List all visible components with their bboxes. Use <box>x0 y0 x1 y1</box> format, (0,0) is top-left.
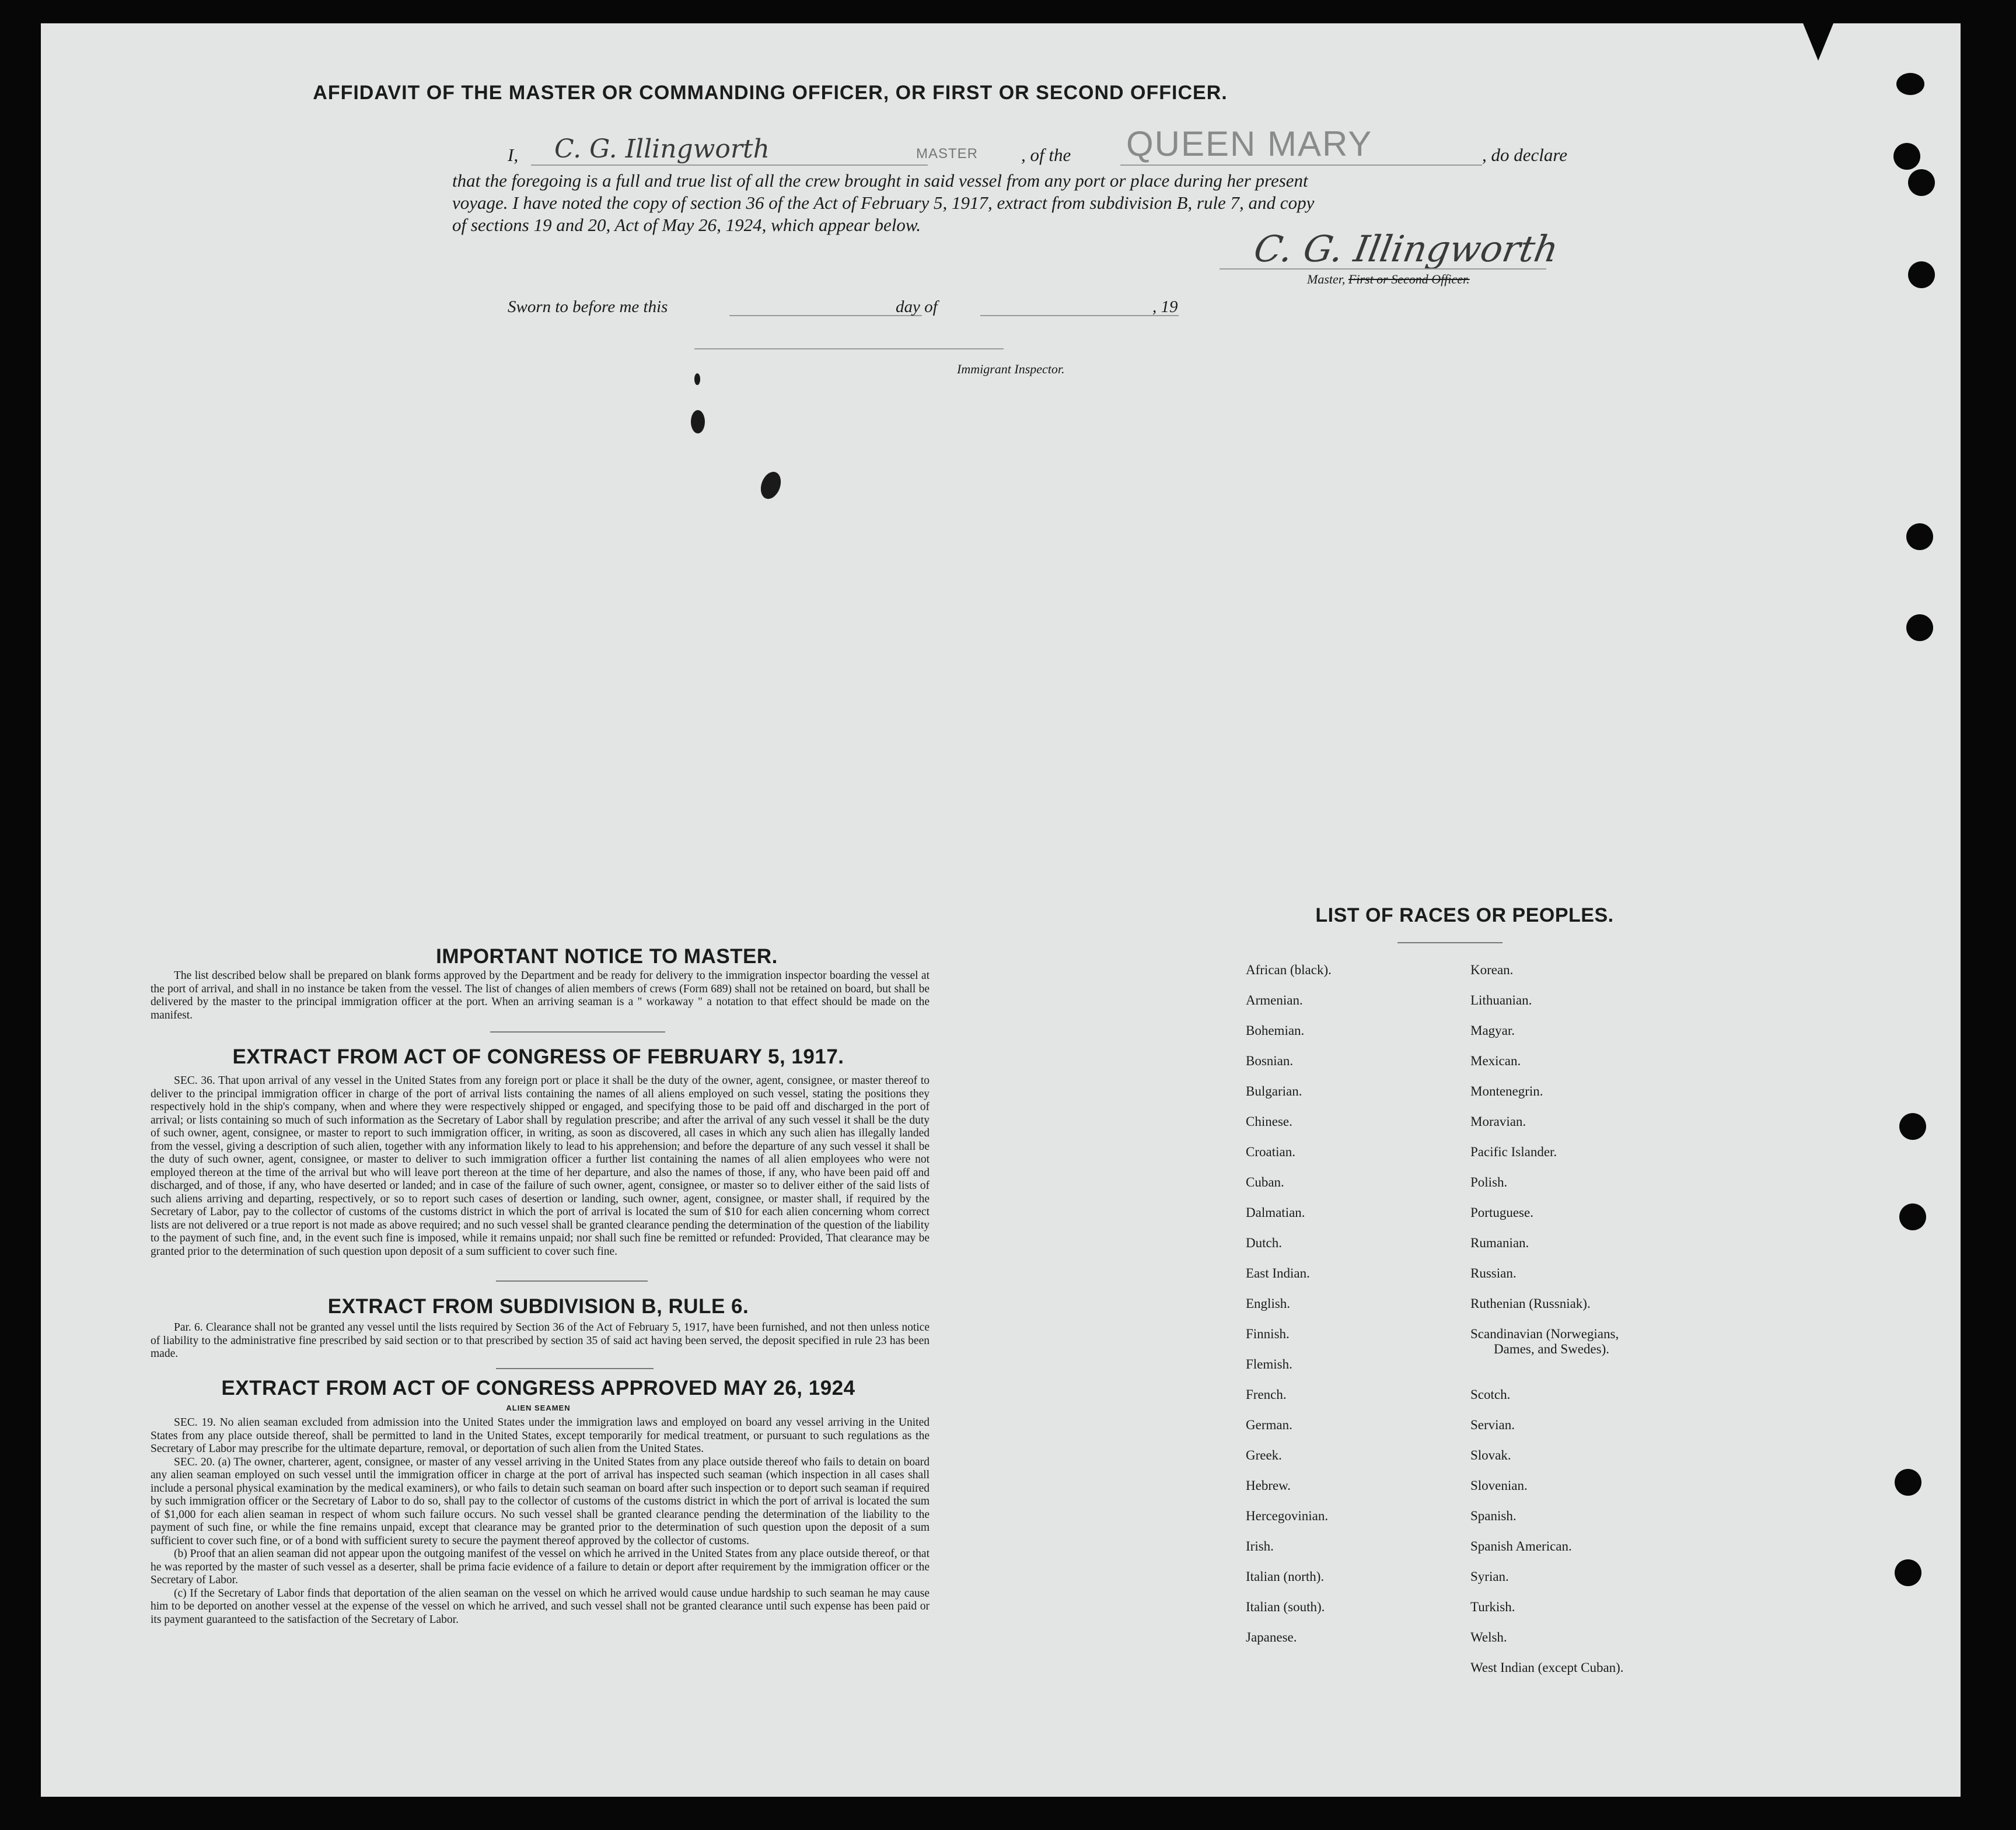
race-item: African (black). <box>1246 963 1332 977</box>
race-item: Irish. <box>1246 1539 1274 1553</box>
master-signature: C. G. Illingworth <box>1250 228 1562 270</box>
ink-blot <box>694 373 700 385</box>
notice-title: IMPORTANT NOTICE TO MASTER. <box>436 945 778 968</box>
race-item: Polish. <box>1470 1175 1508 1189</box>
race-item: Russian. <box>1470 1266 1517 1280</box>
race-item: Moravian. <box>1470 1114 1526 1129</box>
vessel-underline <box>1120 165 1482 166</box>
race-item: Korean. <box>1470 963 1514 977</box>
affidavit-line-2: that the foregoing is a full and true list of all the crew brought in said vessel from any port or place during her present <box>452 170 1308 191</box>
race-item: Hercegovinian. <box>1246 1509 1329 1523</box>
race-item: Flemish. <box>1246 1357 1292 1371</box>
race-item: Spanish American. <box>1470 1539 1572 1553</box>
race-item: West Indian (except Cuban). <box>1470 1660 1624 1675</box>
race-item: Italian (north). <box>1246 1569 1325 1584</box>
sworn-day-underline <box>729 315 922 316</box>
race-item: Lithuanian. <box>1470 993 1532 1007</box>
binder-hole <box>1906 614 1933 641</box>
race-item: Mexican. <box>1470 1054 1521 1068</box>
race-item: Dames, and Swedes). <box>1494 1342 1610 1356</box>
race-item: Welsh. <box>1470 1630 1507 1644</box>
subdivision-b-title: EXTRACT FROM SUBDIVISION B, RULE 6. <box>327 1295 749 1318</box>
affidavit-i: I, <box>508 145 519 165</box>
race-item: Hebrew. <box>1246 1478 1291 1493</box>
race-item: East Indian. <box>1246 1266 1310 1280</box>
race-item: Portuguese. <box>1470 1205 1533 1220</box>
signature-underline <box>1220 268 1546 270</box>
race-item: French. <box>1246 1387 1287 1402</box>
race-item: Syrian. <box>1470 1569 1509 1584</box>
sworn-prefix: Sworn to before me this <box>508 298 668 316</box>
race-item: English. <box>1246 1296 1291 1311</box>
binder-hole <box>1899 1203 1926 1230</box>
name-underline <box>531 165 928 166</box>
race-item: Cuban. <box>1246 1175 1284 1189</box>
race-item: Magyar. <box>1470 1023 1515 1038</box>
inspector-caption: Immigrant Inspector. <box>957 362 1065 376</box>
race-item: Dutch. <box>1246 1236 1282 1250</box>
binder-hole <box>1895 1469 1921 1496</box>
binder-hole <box>1908 261 1935 288</box>
race-item: Turkish. <box>1470 1600 1515 1614</box>
race-item: Finnish. <box>1246 1327 1290 1341</box>
race-item: Armenian. <box>1246 993 1303 1007</box>
race-item: Bulgarian. <box>1246 1084 1302 1098</box>
binder-hole <box>1908 169 1935 196</box>
signature-caption <box>1307 272 1470 287</box>
divider <box>490 1031 665 1033</box>
race-item: German. <box>1246 1418 1292 1432</box>
binder-hole <box>1895 1559 1921 1586</box>
race-item: Servian. <box>1470 1418 1515 1432</box>
ink-blot <box>757 469 784 502</box>
extract-1917-title: EXTRACT FROM ACT OF CONGRESS OF FEBRUARY 5, 1917. <box>232 1045 844 1068</box>
sworn-year: , 19 <box>1152 298 1178 316</box>
binder-hole <box>1906 523 1933 550</box>
race-item: Spanish. <box>1470 1509 1517 1523</box>
affidavit-line-4: of sections 19 and 20, Act of May 26, 1924, which appear below. <box>452 215 921 235</box>
races-title: LIST OF RACES OR PEOPLES. <box>1315 904 1614 926</box>
race-item: Chinese. <box>1246 1114 1292 1129</box>
race-item: Scandinavian (Norwegians, <box>1470 1327 1619 1341</box>
race-item: Rumanian. <box>1470 1236 1529 1250</box>
sworn-day-of: day of <box>896 298 938 316</box>
race-item: Bohemian. <box>1246 1023 1305 1038</box>
race-item: Italian (south). <box>1246 1600 1325 1614</box>
race-item: Scotch. <box>1470 1387 1511 1402</box>
affidavit-title: AFFIDAVIT OF THE MASTER OR COMMANDING OFFICER, OR FIRST OR SECOND OFFICER. <box>313 82 1228 104</box>
binder-hole <box>1896 73 1924 95</box>
subdivision-b-text: Par. 6. Clearance shall not be granted any vessel until the lists required by Section 36 of the Act of February 5, 1917, have been furnished, and not then unless notice of liability to the administrative fine prescribed by said section or to that prescribed by section 35 of said act having been served, the deposit specified in rule 23 has been made. <box>151 1321 930 1360</box>
race-item: Slovenian. <box>1470 1478 1528 1493</box>
race-item: Bosnian. <box>1246 1054 1294 1068</box>
extract-1924-body <box>151 1416 930 1626</box>
race-item: Slovak. <box>1470 1448 1511 1462</box>
notice-text: The list described below shall be prepared on blank forms approved by the Department and be ready for delivery to the immigration inspector boarding the vessel at the port of arrival, and shall in no instance be taken from the vessel. The list of changes of alien members of crews (Form 689) shall not be retained on board, but shall be delivered by the master to the principal immigration officer at the port. When an arriving seaman is a " workaway " a notation to that effect should be made on the manifest. <box>151 970 930 1021</box>
extract-1917-text: SEC. 36. That upon arrival of any vessel in the United States from any foreign port or place it shall be the duty of the owner, agent, consignee, or master thereof to deliver to the principal immigration officer in charge of the port of arrival lists containing the names of all aliens employed on such vessel, stating the positions they respectively hold in the ship's company, when and where they were respectively shipped or engaged, and specifying those to be paid off and discharged in the port of arrival; or lists containing so much of such information as the Secretary of Labor shall by regulation prescribe; and after the arrival of any such vessel it shall be the duty of such owner, agent, consignee, or master to report to such immigration officer, in writing, as soon as discovered, all cases in which any such alien has illegally landed from the vessel, giving a description of such alien, together with any information likely to lead to his apprehension; and before the departure of any such vessel it shall be the duty of such owner, agent, consignee, or master to deliver to such immigration officer a further list containing the names of all alien employees who were not employed thereon at the time of the arrival but who will leave port thereon at the time of her departure, and also the names of those, if any, who have been paid off and discharged, and of those, if any, who have deserted or landed; and in case of the failure of such owner, agent, consignee, or master so to deliver either of the said lists of such aliens arriving and departing, respectively, or so to report such cases of desertion or landing, such owner, agent, consignee, or master shall, if required by the Secretary of Labor, pay to the collector of customs of the customs district in which the port of arrival is located the sum of $10 for each alien concerning whom correct lists are not delivered or a true report is not made as above required; and no such vessel shall be granted clearance pending the determination of the question of the liability to the payment of such fine, and, in the event such fine is imposed, while it remains unpaid; nor shall such fine be remitted or refunded: Provided, That clearance may be granted prior to the determination of such question upon deposit of a sum sufficient to cover such fine. <box>151 1075 930 1258</box>
sec-20b-text: (b) Proof that an alien seaman did not appear upon the outgoing manifest of the vessel on which he arrived in the United States from any place outside thereof, or that he was reported by the master of such vessel as a deserter, shall be prima facie evidence of a failure to detain or deport after requirement by the immigration officer or the Secretary of Labor. <box>151 1548 930 1586</box>
divider <box>496 1280 648 1282</box>
sec-20c-text: (c) If the Secretary of Labor finds that deportation of the alien seaman on the vessel on which he arrived would cause undue hardship to such seaman he may cause him to be deported on another vessel at the expense of the vessel on which he arrived, and such vessel shall not be granted clearance until such expense has been paid or its payment guaranteed to the satisfaction of the Secretary of Labor. <box>151 1587 930 1626</box>
master-name-handwritten: C. G. Illingworth <box>554 134 770 164</box>
race-item: Montenegrin. <box>1470 1084 1543 1098</box>
sworn-month-underline <box>980 315 1179 316</box>
race-item: Dalmatian. <box>1246 1205 1305 1220</box>
race-item: Pacific Islander. <box>1470 1145 1557 1159</box>
ink-blot <box>691 410 705 433</box>
extract-1924-title: EXTRACT FROM ACT OF CONGRESS APPROVED MAY 26, 1924 <box>221 1377 855 1399</box>
caption-struck-officer: First or Second Officer. <box>1348 272 1470 286</box>
sec-19-text: SEC. 19. No alien seaman excluded from admission into the United States under the immigration laws and employed on board any vessel arriving in the United States from any place outside thereof, shall be permitted to land in the United States, except temporarily for medical treatment, or pursuant to such regulations as the Secretary of Labor may prescribe for the ultimate departure, removal, or deportation of such alien from the United States. <box>151 1416 930 1455</box>
document-page <box>41 23 1961 1797</box>
binder-hole <box>1893 143 1920 170</box>
race-item: Ruthenian (Russniak). <box>1470 1296 1591 1311</box>
binder-hole <box>1899 1113 1926 1140</box>
divider <box>496 1368 654 1369</box>
page-edge-notch <box>1803 23 1833 61</box>
affidavit-do-declare: , do declare <box>1482 145 1568 165</box>
rank-stamp: MASTER <box>916 146 979 162</box>
sec-20a-text: SEC. 20. (a) The owner, charterer, agent, consignee, or master of any vessel arriving in the United States from any place outside thereof who fails to detain on board any alien seaman employed on such vessel until the immigration officer in charge at the port of arrival has inspected such seaman (which inspection in all cases shall include a personal physical examination by the medical examiners), or who fails to detain such seaman on board after such inspection or to deport such seaman if required by such immigration officer or the Secretary of Labor to do so, shall pay to the collector of customs of the customs district in which the port of arrival is located the sum of $1,000 for each alien seaman in respect of whom such failure occurs. No such vessel shall be granted clearance pending the determination of the liability to the payment of such fine, or while the fine remains unpaid, except that clearance may be granted prior to the determination of such question upon the deposit of a sum sufficient to cover such fine, or of a bond with sufficient surety to secure the payment thereof approved by the collector of customs. <box>151 1455 930 1547</box>
inspector-underline <box>694 348 1004 349</box>
race-item: Croatian. <box>1246 1145 1295 1159</box>
vessel-name-stamp: QUEEN MARY <box>1126 124 1373 163</box>
divider <box>1397 942 1503 943</box>
race-item: Japanese. <box>1246 1630 1297 1644</box>
race-item: Greek. <box>1246 1448 1282 1462</box>
extract-1924-subtitle: ALIEN SEAMEN <box>506 1404 571 1412</box>
caption-master: Master, <box>1307 272 1346 286</box>
affidavit-line-3: voyage. I have noted the copy of section 36 of the Act of February 5, 1917, extract from subdivision B, rule 7, and copy <box>452 193 1315 213</box>
affidavit-of-the: , of the <box>1021 145 1071 165</box>
